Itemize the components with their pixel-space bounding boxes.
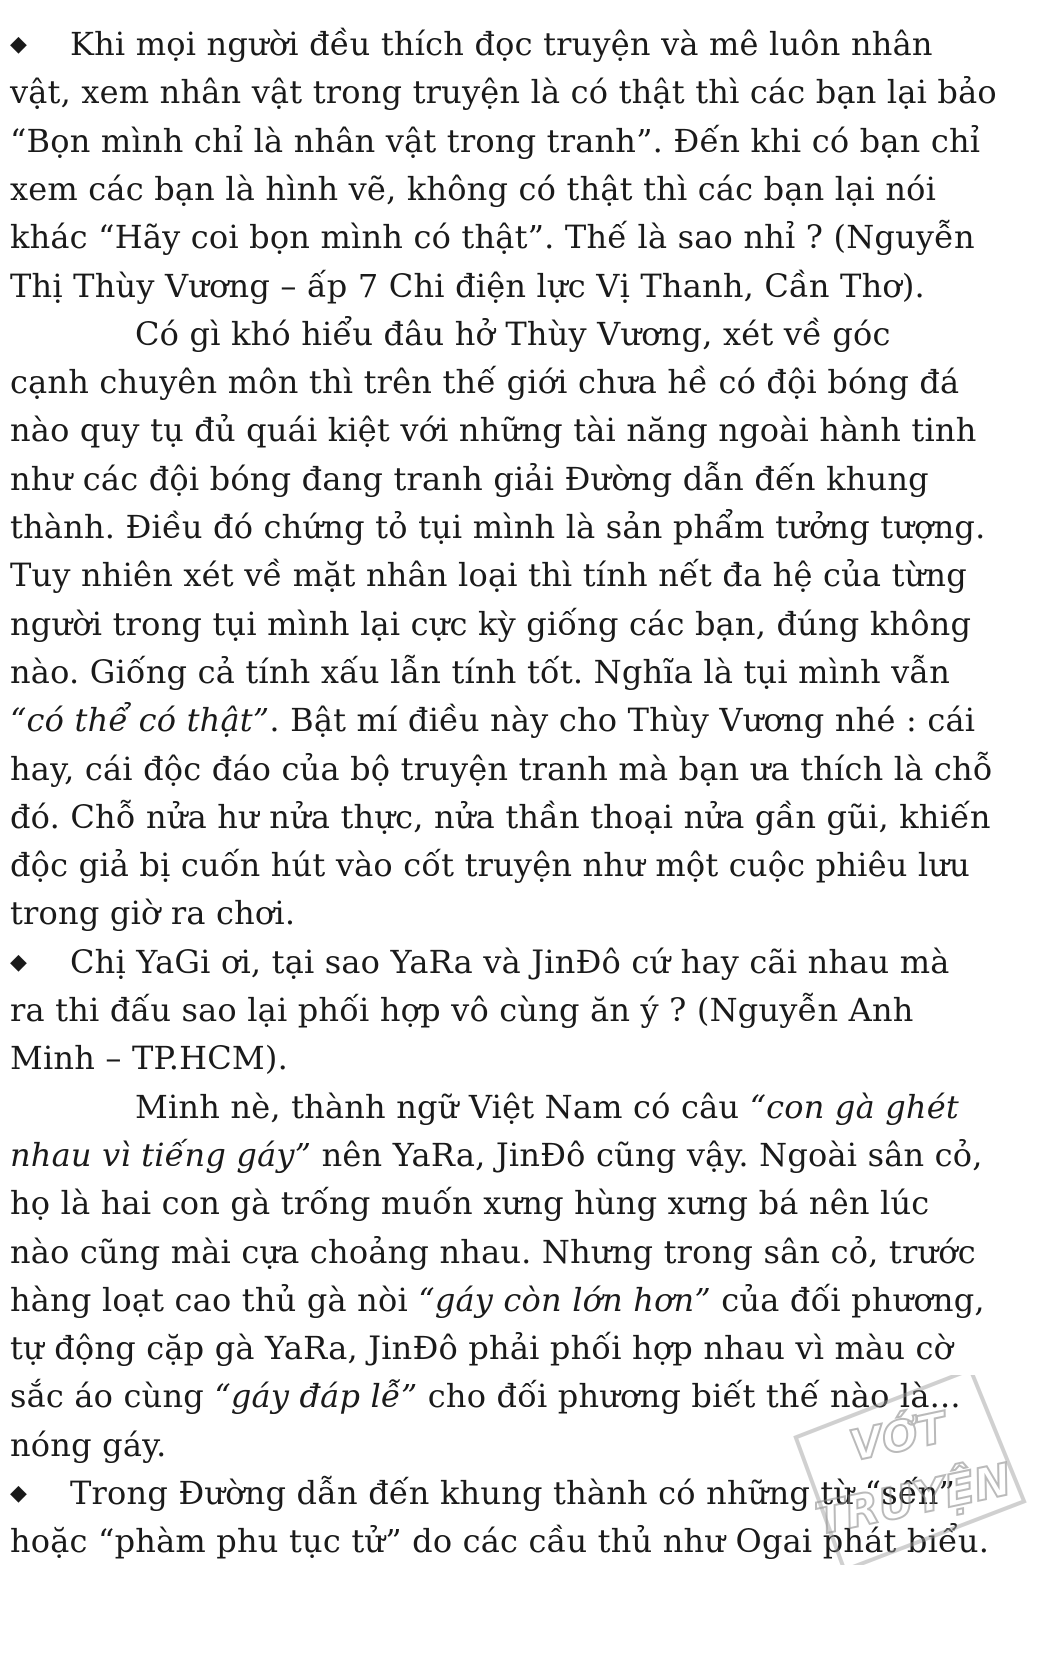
text-segment: Khi mọi người đều thích đọc truyện và mê luôn nhân bbox=[70, 25, 933, 63]
italic-text: “con gà ghét bbox=[749, 1087, 959, 1126]
text-segment: nên YaRa, JinĐô cũng vậy. Ngoài sân cỏ, bbox=[311, 1135, 983, 1174]
text-segment: “Bọn mình chỉ là nhân vật trong tranh”. Đến khi có bạn chỉ bbox=[10, 121, 981, 160]
text-line bbox=[10, 606, 971, 642]
text-line bbox=[10, 461, 929, 497]
text-line bbox=[10, 1040, 288, 1076]
text-segment: Trong Đường dẫn đến khung thành có những từ “sến” bbox=[70, 1474, 956, 1512]
text-segment: ra thi đấu sao lại phối hợp vô cùng ăn ý ? (Nguyễn Anh bbox=[10, 991, 914, 1029]
text-line bbox=[10, 1137, 983, 1173]
text-line bbox=[10, 26, 933, 63]
text-line bbox=[10, 171, 936, 207]
text-line bbox=[10, 219, 975, 255]
text-line bbox=[10, 895, 295, 931]
text-line bbox=[10, 364, 959, 400]
text-line bbox=[10, 799, 991, 835]
text-segment: họ là hai con gà trống muốn xưng hùng xưng bá nên lúc bbox=[10, 1184, 930, 1223]
text-line bbox=[10, 268, 925, 304]
text-segment: nóng gáy. bbox=[10, 1425, 167, 1464]
text-segment: Thị Thùy Vương – ấp 7 Chi điện lực Vị Thanh, Cần Thơ). bbox=[10, 266, 925, 305]
text-line bbox=[10, 702, 975, 738]
text-segment: . Bật mí điều này cho Thùy Vương nhé : cái bbox=[269, 701, 976, 740]
text-line bbox=[10, 847, 970, 883]
text-line bbox=[10, 1330, 953, 1366]
text-line bbox=[10, 1185, 929, 1221]
text-segment: nào quy tụ đủ quái kiệt với những tài năng ngoài hành tinh bbox=[10, 411, 977, 450]
text-line bbox=[10, 751, 993, 787]
text-segment: trong giờ ra chơi. bbox=[10, 894, 296, 933]
text-segment: người trong tụi mình lại cực kỳ giống các bạn, đúng không bbox=[10, 604, 972, 643]
text-line bbox=[10, 1089, 959, 1125]
italic-text: nhau vì tiếng gáy” bbox=[10, 1135, 312, 1174]
text-line bbox=[10, 654, 950, 690]
text-segment: vật, xem nhân vật trong truyện là có thật thì các bạn lại bảo bbox=[10, 73, 997, 112]
text-segment: nào. Giống cả tính xấu lẫn tính tốt. Nghĩa là tụi mình vẫn bbox=[10, 652, 951, 691]
text-segment: độc giả bị cuốn hút vào cốt truyện như một cuộc phiêu lưu bbox=[10, 846, 970, 885]
text-line bbox=[10, 412, 977, 448]
text-segment: Có gì khó hiểu đâu hở Thùy Vương, xét về góc bbox=[135, 314, 891, 353]
text-segment: thành. Điều đó chứng tỏ tụi mình là sản phẩm tưởng tượng. bbox=[10, 508, 986, 546]
text-line bbox=[10, 1427, 167, 1463]
text-segment: cho đối phương biết thế nào là... bbox=[417, 1377, 961, 1416]
text-segment: xem các bạn là hình vẽ, không có thật thì các bạn lại nói bbox=[10, 169, 937, 208]
bullet-icon: ◆ bbox=[10, 949, 28, 975]
text-segment: khác “Hãy coi bọn mình có thật”. Thế là sao nhỉ ? (Nguyễn bbox=[10, 218, 975, 257]
watermark-text-bottom: TRUYỆN bbox=[811, 1454, 1016, 1546]
bullet-icon: ◆ bbox=[10, 32, 28, 57]
text-segment: sắc áo cùng bbox=[10, 1377, 215, 1416]
text-line bbox=[10, 316, 891, 352]
text-segment: hàng loạt cao thủ gà nòi bbox=[10, 1280, 419, 1319]
italic-text: “gáy còn lớn hơn” bbox=[418, 1280, 711, 1319]
text-segment: cạnh chuyên môn thì trên thế giới chưa hề có đội bóng đá bbox=[10, 363, 960, 402]
text-segment: hay, cái độc đáo của bộ truyện tranh mà bạn ưa thích là chỗ bbox=[10, 749, 993, 788]
text-line bbox=[10, 557, 967, 593]
text-line bbox=[10, 123, 980, 159]
text-segment: nào cũng mài cựa choảng nhau. Nhưng trong sân cỏ, trước bbox=[10, 1232, 976, 1271]
text-line bbox=[10, 992, 914, 1028]
text-line bbox=[10, 74, 997, 110]
bullet-icon: ◆ bbox=[10, 1481, 28, 1506]
text-line bbox=[10, 1234, 976, 1270]
text-line bbox=[10, 509, 986, 545]
watermark-logo bbox=[785, 1375, 1030, 1565]
text-segment: hoặc “phàm phu tục tử” do các cầu thủ như Ogai phát biểu. bbox=[10, 1522, 990, 1561]
text-line bbox=[10, 1282, 985, 1318]
italic-text: “có thể có thật” bbox=[10, 701, 270, 740]
text-segment: Chị YaGi ơi, tại sao YaRa và JinĐô cứ hay cãi nhau mà bbox=[70, 942, 950, 981]
text-segment: Minh nè, thành ngữ Việt Nam có câu bbox=[135, 1087, 750, 1126]
text-segment: tự động cặp gà YaRa, JinĐô phải phối hợp nhau vì màu cờ bbox=[10, 1329, 954, 1368]
italic-text: “gáy đáp lễ” bbox=[214, 1377, 418, 1416]
watermark-text-top: VỚT bbox=[845, 1402, 951, 1471]
text-segment: đó. Chỗ nửa hư nửa thực, nửa thần thoại nửa gần gũi, khiến bbox=[10, 797, 991, 836]
text-segment: Tuy nhiên xét về mặt nhân loại thì tính nết đa hệ của từng bbox=[10, 556, 967, 595]
text-line bbox=[10, 944, 950, 981]
text-segment: Minh – TP.HCM). bbox=[10, 1039, 288, 1078]
text-segment: như các đội bóng đang tranh giải Đường dẫn đến khung bbox=[10, 459, 929, 498]
text-segment: của đối phương, bbox=[710, 1280, 985, 1319]
